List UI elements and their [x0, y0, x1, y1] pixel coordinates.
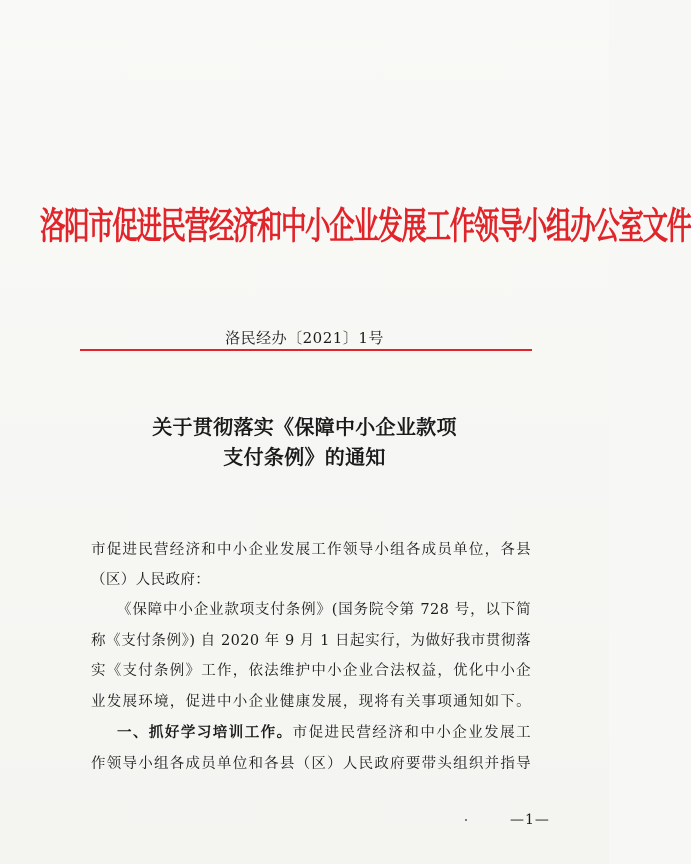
document-title-line-1: 关于贯彻落实《保障中小企业款项 [152, 415, 457, 439]
section-1-line-1-text: 市促进民营经济和中小企业发展工 [292, 725, 532, 741]
document-title [0, 412, 609, 472]
bleed-through-text [60, 98, 560, 118]
paragraph-1-line-4: 业发展环境，促进中小企业健康发展，现将有关事项通知如下。 [91, 694, 531, 710]
issuer-title: 洛阳市促进民营经济和中小企业发展工作领导小组办公室文件 [40, 205, 691, 249]
document-title-line-2: 支付条例》的通知 [223, 445, 386, 469]
paragraph-1-line-3: 实《支付条例》工作，依法维护中小企业合法权益，优化中小企 [91, 663, 531, 679]
red-divider-line [80, 349, 532, 351]
section-1-heading: 一、抓好学习培训工作。 [117, 724, 293, 741]
document-number: 洛民经办〔2021〕1号 [225, 329, 384, 347]
page-number: —1— [510, 812, 550, 828]
paragraph-1-line-2: 称《支付条例》) 自 2020 年 9 月 1 日起实行，为做好我市贯彻落 [91, 633, 531, 649]
recipient-line-2: （区）人民政府： [91, 572, 211, 588]
paragraph-1-line-1: 《保障中小企业款项支付条例》(国务院令第 728 号，以下简 [117, 602, 531, 618]
recipient-line-1: 市促进民营经济和中小企业发展工作领导小组各成员单位，各县 [91, 542, 531, 558]
section-1-line-1 [117, 723, 531, 743]
section-1-line-2: 作领导小组各成员单位和各县（区）人民政府要带头组织并指导 [91, 756, 531, 772]
scan-speck [465, 819, 467, 821]
